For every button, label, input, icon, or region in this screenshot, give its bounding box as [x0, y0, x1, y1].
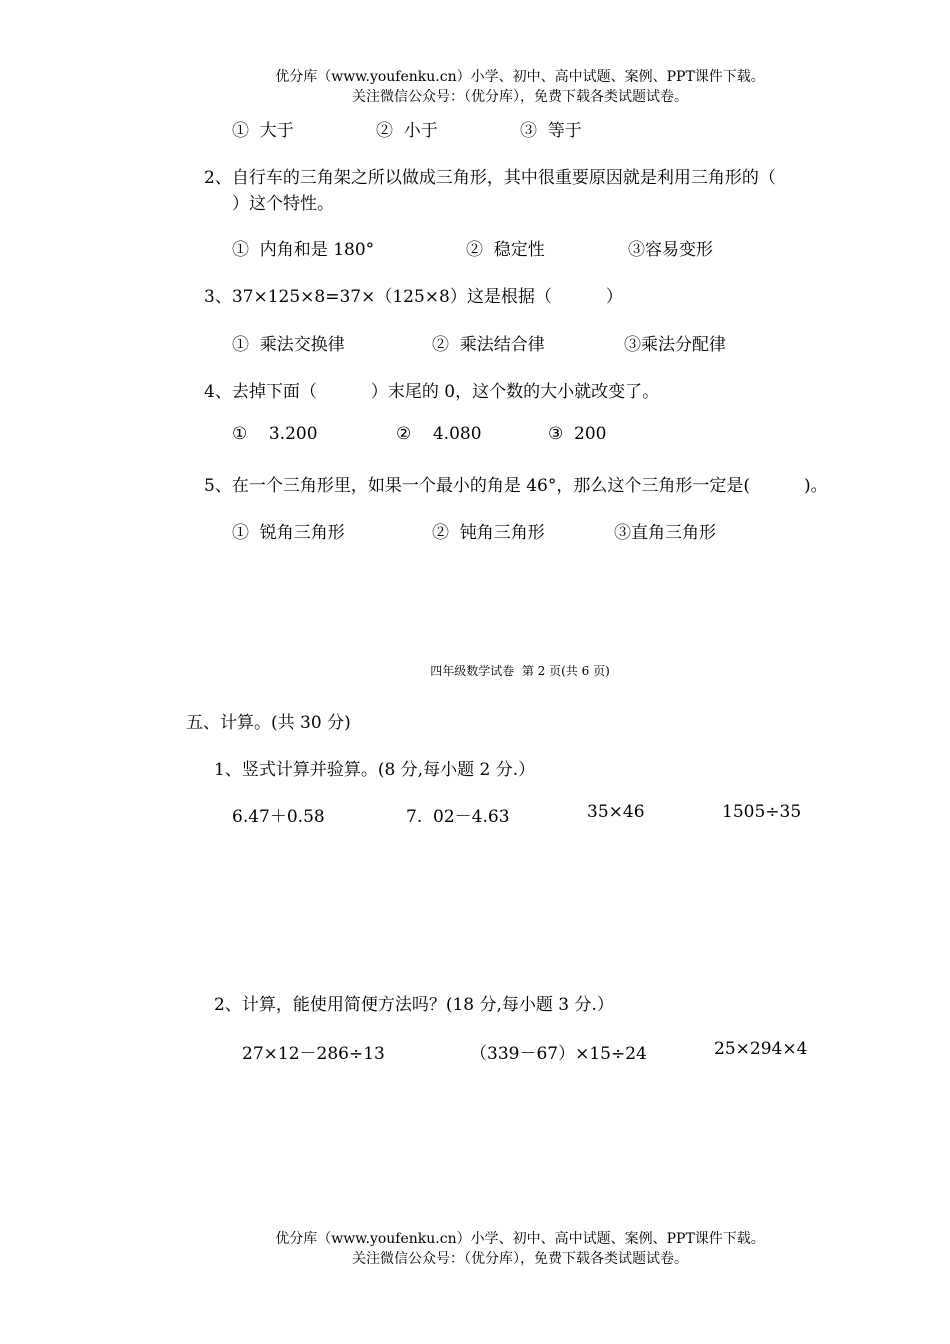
q2-text-line-2: ）这个特性。 — [232, 194, 334, 214]
subsection-2-title: 2、计算，能使用简便方法吗？(18 分,每小题 3 分.） — [214, 995, 614, 1015]
header-line-1: 优分库（www.youfenku.cn）小学、初中、高中试题、案例、PPT课件下载。 — [275, 69, 765, 85]
subsection-1-title: 1、竖式计算并验算。(8 分,每小题 2 分.） — [214, 760, 536, 780]
q1-option-3: ③ 等于 — [520, 121, 582, 141]
bottom-header-line-1: 优分库（www.youfenku.cn）小学、初中、高中试题、案例、PPT课件下载。 — [275, 1231, 765, 1247]
calc-item-1: 6.47＋0.58 — [232, 807, 325, 827]
q3-option-3: ③乘法分配律 — [624, 335, 726, 355]
calc-item-4: 1505÷35 — [722, 802, 802, 822]
q5-option-2: ② 钝角三角形 — [432, 523, 545, 543]
q4-option-1: ① 3.200 — [232, 424, 318, 444]
q5-option-1: ① 锐角三角形 — [232, 523, 345, 543]
q2-option-3: ③容易变形 — [628, 240, 713, 260]
q5-text: 5、在一个三角形里，如果一个最小的角是 46°，那么这个三角形一定是( )。 — [204, 476, 828, 496]
bottom-header-line-2: 关注微信公众号：（优分库），免费下载各类试题试卷。 — [352, 1251, 688, 1267]
simplify-item-2: （339－67）×15÷24 — [470, 1044, 647, 1064]
q1-option-1: ① 大于 — [232, 121, 294, 141]
header-line-2: 关注微信公众号：（优分库），免费下载各类试题试卷。 — [352, 89, 688, 105]
page-number-footer: 四年级数学试卷 第 2 页(共 6 页) — [430, 664, 610, 678]
q1-option-2: ② 小于 — [376, 121, 438, 141]
q4-option-2: ② 4.080 — [396, 424, 482, 444]
q2-option-1: ① 内角和是 180° — [232, 240, 375, 260]
q3-option-1: ① 乘法交换律 — [232, 335, 345, 355]
q4-text: 4、去掉下面（ ）末尾的 0，这个数的大小就改变了。 — [204, 382, 660, 402]
q3-option-2: ② 乘法结合律 — [432, 335, 545, 355]
calc-item-3: 35×46 — [587, 802, 645, 822]
q5-option-3: ③直角三角形 — [614, 523, 716, 543]
section-5-title: 五、计算。(共 30 分) — [186, 713, 351, 733]
calc-item-2: 7. 02－4.63 — [406, 807, 510, 827]
q2-option-2: ② 稳定性 — [466, 240, 545, 260]
simplify-item-1: 27×12－286÷13 — [242, 1044, 385, 1064]
q4-option-3: ③ 200 — [548, 424, 607, 444]
q2-text-line-1: 2、自行车的三角架之所以做成三角形，其中很重要原因就是利用三角形的（ — [204, 168, 776, 188]
q3-text: 3、37×125×8=37×（125×8）这是根据（ ） — [204, 287, 623, 307]
simplify-item-3: 25×294×4 — [714, 1039, 808, 1059]
